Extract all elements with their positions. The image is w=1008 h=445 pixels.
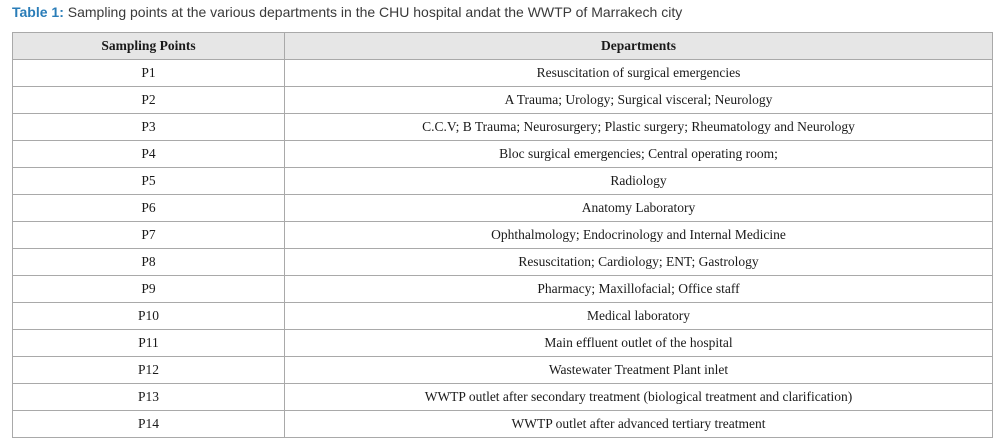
sampling-point-cell: P10 <box>13 303 285 330</box>
table-row <box>13 357 993 384</box>
departments-cell: Medical laboratory <box>285 303 993 330</box>
departments-cell: WWTP outlet after advanced tertiary treatment <box>285 411 993 438</box>
sampling-point-cell: P4 <box>13 141 285 168</box>
table-caption-label: Table 1: <box>12 4 64 20</box>
departments-cell: Pharmacy; Maxillofacial; Office staff <box>285 276 993 303</box>
departments-cell: Resuscitation; Cardiology; ENT; Gastrology <box>285 249 993 276</box>
table-row <box>13 168 993 195</box>
sampling-point-cell: P13 <box>13 384 285 411</box>
departments-cell: Bloc surgical emergencies; Central operating room; <box>285 141 993 168</box>
departments-cell: C.C.V; B Trauma; Neurosurgery; Plastic surgery; Rheumatology and Neurology <box>285 114 993 141</box>
sampling-point-cell: P14 <box>13 411 285 438</box>
departments-cell: Radiology <box>285 168 993 195</box>
sampling-point-cell: P7 <box>13 222 285 249</box>
departments-cell: Resuscitation of surgical emergencies <box>285 60 993 87</box>
table-row <box>13 222 993 249</box>
sampling-point-cell: P2 <box>13 87 285 114</box>
departments-cell: Ophthalmology; Endocrinology and Internal Medicine <box>285 222 993 249</box>
table-row <box>13 330 993 357</box>
table-header-row <box>13 33 993 60</box>
sampling-point-cell: P9 <box>13 276 285 303</box>
header-sampling-points: Sampling Points <box>13 33 285 60</box>
departments-cell: WWTP outlet after secondary treatment (biological treatment and clarification) <box>285 384 993 411</box>
table-row <box>13 411 993 438</box>
departments-cell: Main effluent outlet of the hospital <box>285 330 993 357</box>
table-row <box>13 87 993 114</box>
sampling-point-cell: P5 <box>13 168 285 195</box>
table-caption-text: Sampling points at the various departments in the CHU hospital andat the WWTP of Marrakech city <box>63 4 683 20</box>
table-row <box>13 60 993 87</box>
sampling-point-cell: P12 <box>13 357 285 384</box>
table-row <box>13 114 993 141</box>
sampling-point-cell: P8 <box>13 249 285 276</box>
table-row <box>13 384 993 411</box>
sampling-point-cell: P11 <box>13 330 285 357</box>
table-row <box>13 141 993 168</box>
table-caption <box>12 4 682 20</box>
table-row <box>13 303 993 330</box>
departments-cell: Wastewater Treatment Plant inlet <box>285 357 993 384</box>
table-row <box>13 249 993 276</box>
sampling-points-table <box>12 32 993 438</box>
sampling-point-cell: P3 <box>13 114 285 141</box>
departments-cell: Anatomy Laboratory <box>285 195 993 222</box>
header-departments: Departments <box>285 33 993 60</box>
table-row <box>13 195 993 222</box>
departments-cell: A Trauma; Urology; Surgical visceral; Neurology <box>285 87 993 114</box>
table-row <box>13 276 993 303</box>
sampling-point-cell: P6 <box>13 195 285 222</box>
sampling-point-cell: P1 <box>13 60 285 87</box>
